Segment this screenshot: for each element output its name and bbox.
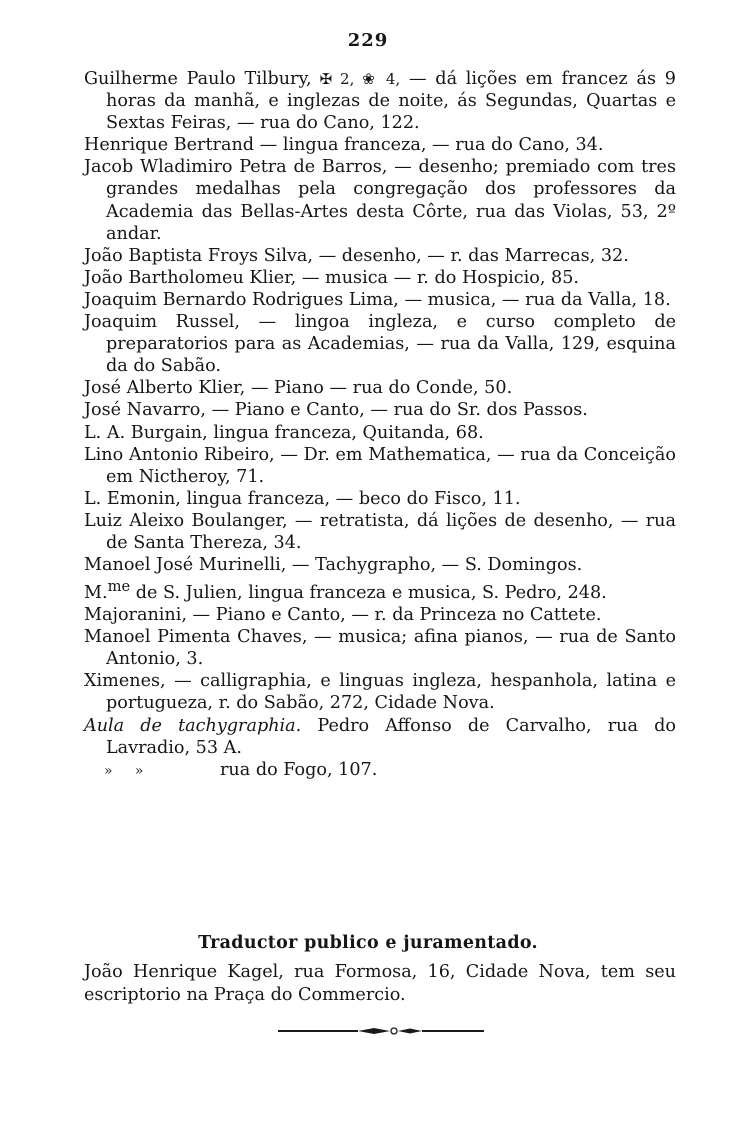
list-item: Joaquim Russel, — lingoa ingleza, e curso completo de preparatorios para as Academias, — rua da Valla, 129, esquina da do Sabão. <box>84 312 676 377</box>
list-item: Lino Antonio Ribeiro, — Dr. em Mathematica, — rua da Conceição em Nictheroy, 71. <box>84 444 676 487</box>
page-number: 229 <box>347 30 389 51</box>
ornamental-divider <box>278 1026 484 1036</box>
list-item: Ximenes, — calligraphia, e linguas ingleza, hespanhola, latina e portugueza, r. do Sabão, 272, Cidade Nova. <box>84 671 676 714</box>
aula-title: Aula de tachygraphia <box>84 715 296 736</box>
list-item: L. Emonin, lingua franceza, — beco do Fisco, 11. <box>84 488 521 509</box>
directory-list <box>84 68 676 782</box>
list-item: Manoel Pimenta Chaves, — musica; afina pianos, — rua de Santo Antonio, 3. <box>84 627 676 670</box>
entry-text: — dá lições em francez ás 9 horas da manhã, e inglezas de noite, ás Segundas, Quartas e Sextas Feiras, — rua do Cano, 122. <box>106 69 676 134</box>
section-heading: Traductor publico e juramentado. <box>198 933 538 953</box>
aula-text: . Pedro Affonso de Carvalho, rua do Lavradio, 53 A. <box>106 715 676 758</box>
ditto-text: rua do Fogo, 107. <box>220 759 378 780</box>
translator-entry: João Henrique Kagel, rua Formosa, 16, Cidade Nova, tem seu escriptorio na Praça do Commercio. <box>84 962 676 1005</box>
ditto-marks: » » <box>104 762 144 779</box>
list-item: João Baptista Froys Silva, — desenho, — r. das Marrecas, 32. <box>84 245 629 266</box>
ornament-symbols: ✠ 2, ❀ 4, <box>311 70 401 88</box>
list-item: Manoel José Murinelli, — Tachygrapho, — S. Domingos. <box>84 555 583 576</box>
list-item: João Bartholomeu Klier, — musica — r. do Hospicio, 85. <box>84 267 580 288</box>
entry-prefix: M. <box>84 583 108 604</box>
list-item: L. A. Burgain, lingua franceza, Quitanda, 68. <box>84 422 484 443</box>
entry-superscript: me <box>107 578 131 596</box>
entry-name: Guilherme Paulo Tilbury, <box>84 69 312 89</box>
list-item: Henrique Bertrand — lingua franceza, — rua do Cano, 34. <box>84 135 604 156</box>
list-item: Jacob Wladimiro Petra de Barros, — desenho; premiado com tres grandes medalhas pela congregação dos professores da Academia das Bellas-Artes desta Côrte, rua das Violas, 53, 2º andar. <box>84 157 676 244</box>
list-item <box>84 715 676 759</box>
list-item: José Navarro, — Piano e Canto, — rua do Sr. dos Passos. <box>84 400 588 421</box>
list-item <box>84 576 676 604</box>
list-item: Joaquim Bernardo Rodrigues Lima, — musica, — rua da Valla, 18. <box>84 289 671 310</box>
list-item: Majoranini, — Piano e Canto, — r. da Princeza no Cattete. <box>84 605 602 626</box>
list-item: Luiz Aleixo Boulanger, — retratista, dá lições de desenho, — rua de Santa Thereza, 34. <box>84 510 676 553</box>
list-item: José Alberto Klier, — Piano — rua do Conde, 50. <box>84 378 513 399</box>
list-item <box>84 68 676 134</box>
entry-text: de S. Julien, lingua franceza e musica, S. Pedro, 248. <box>130 583 607 604</box>
ditto-row <box>84 759 676 782</box>
